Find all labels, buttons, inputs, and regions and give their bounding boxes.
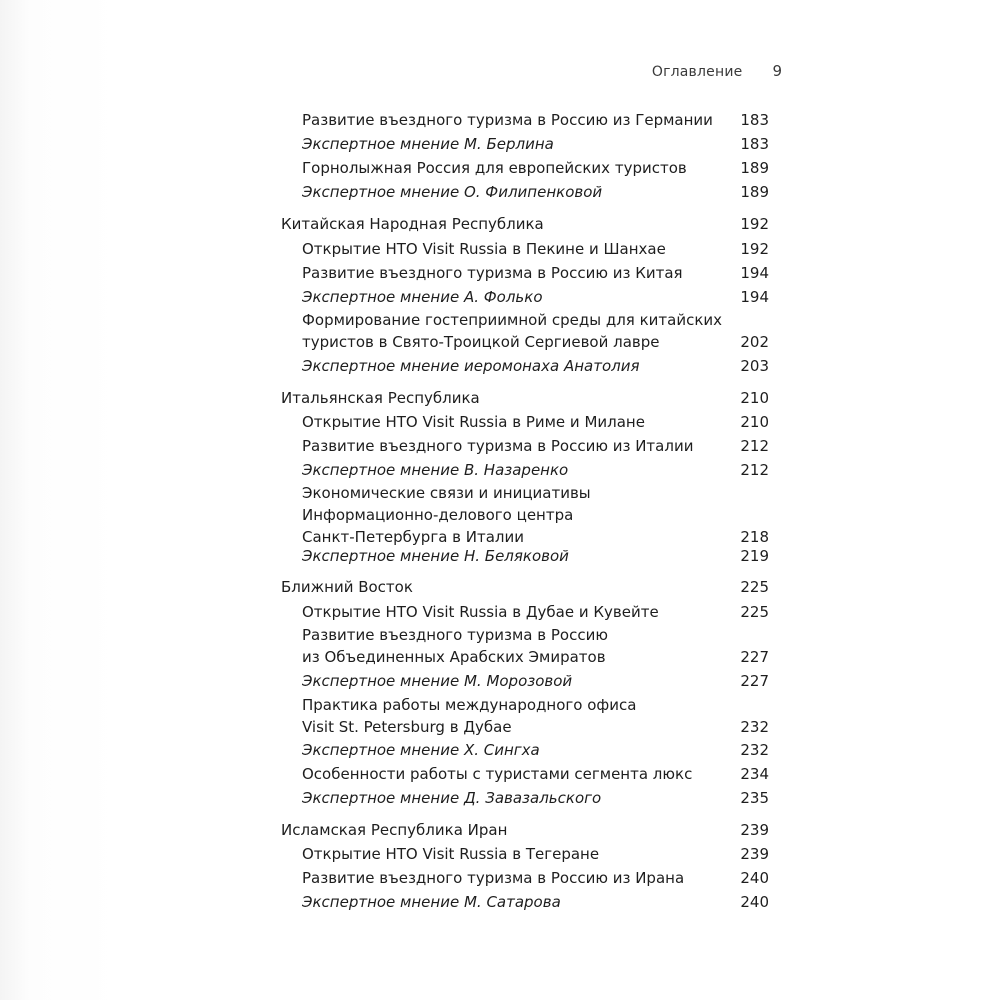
toc-entry-page: 189 xyxy=(740,183,769,201)
toc-entry xyxy=(302,309,769,353)
toc-entry-label: Экспертное мнение Н. Беляковой xyxy=(302,547,569,565)
toc-entry-label: Открытие НТО Visit Russia в Тегеране xyxy=(302,845,600,863)
toc-entry-page: 227 xyxy=(740,672,769,690)
toc-entry xyxy=(302,482,769,548)
toc-entry xyxy=(302,355,769,377)
toc-entry xyxy=(302,545,769,567)
running-head-title: Оглавление xyxy=(651,64,743,80)
toc-entry-page: 232 xyxy=(740,741,769,759)
toc-entry-label: Экспертное мнение Х. Сингха xyxy=(302,741,540,759)
toc-entry-page: 219 xyxy=(740,547,769,565)
toc-entry-label: Развитие въездного туризма в Россию из Италии xyxy=(302,437,694,455)
toc-entry xyxy=(302,670,769,692)
toc-entry-label: Открытие НТО Visit Russia в Дубае и Кувейте xyxy=(302,603,659,621)
toc-entry-label: Экспертное мнение иеромонаха Анатолия xyxy=(302,357,640,375)
toc-entry-page: 194 xyxy=(740,288,769,306)
toc-section-heading xyxy=(281,387,769,409)
toc-entry-page: 183 xyxy=(740,111,769,129)
toc-entry-page: 240 xyxy=(740,869,769,887)
toc-section-page: 225 xyxy=(740,578,769,596)
toc-entry-label: Открытие НТО Visit Russia в Пекине и Шанхае xyxy=(302,240,666,258)
toc-entry xyxy=(302,286,769,308)
toc-entry-page: 183 xyxy=(740,135,769,153)
toc-entry-page: 225 xyxy=(740,603,769,621)
toc-entry xyxy=(302,843,769,865)
toc-section-page: 192 xyxy=(740,215,769,233)
toc-entry-label: Экспертное мнение Д. Завазальского xyxy=(302,789,602,807)
toc-entry xyxy=(302,739,769,761)
toc-entry-label: Особенности работы с туристами сегмента люкс xyxy=(302,765,693,783)
toc-entry-page: 235 xyxy=(740,789,769,807)
toc-section-heading xyxy=(281,819,769,841)
toc-entry-label: Экспертное мнение М. Морозовой xyxy=(302,672,573,690)
toc-entry xyxy=(302,601,769,623)
toc-section-title: Ближний Восток xyxy=(281,578,413,596)
toc-entry xyxy=(302,411,769,433)
toc-entry xyxy=(302,891,769,913)
toc-section-heading xyxy=(281,576,769,598)
toc-entry xyxy=(302,109,769,131)
toc-entry-label: Развитие въездного туризма в Россию из Китая xyxy=(302,264,683,282)
toc-section-title: Итальянская Республика xyxy=(281,389,480,407)
toc-entry-page: 227 xyxy=(740,648,769,666)
toc-entry-page: 202 xyxy=(740,333,769,351)
toc-entry-label: Экспертное мнение О. Филипенковой xyxy=(302,183,603,201)
toc-entry-label: Экономические связи и инициативы Информационно-делового центра Санкт-Петербурга в Италии xyxy=(302,484,591,546)
toc-entry-page: 192 xyxy=(740,240,769,258)
page-number: 9 xyxy=(772,62,782,80)
toc-entry-page: 189 xyxy=(740,159,769,177)
toc-entry-page: 240 xyxy=(740,893,769,911)
toc-section-page: 210 xyxy=(740,389,769,407)
toc-entry-page: 232 xyxy=(740,718,769,736)
toc-entry-label: Горнолыжная Россия для европейских туристов xyxy=(302,159,687,177)
toc-entry-page: 203 xyxy=(740,357,769,375)
toc-section-title: Исламская Республика Иран xyxy=(281,821,508,839)
toc-entry-label: Экспертное мнение М. Сатарова xyxy=(302,893,561,911)
toc-entry-page: 212 xyxy=(740,437,769,455)
toc-entry xyxy=(302,624,769,668)
toc-entry-label: Экспертное мнение А. Фолько xyxy=(302,288,543,306)
toc-entry-label: Развитие въездного туризма в Россию из Германии xyxy=(302,111,713,129)
toc-entry xyxy=(302,435,769,457)
toc-entry-label: Развитие въездного туризма в Россию из Объединенных Арабских Эмиратов xyxy=(302,626,608,666)
toc-entry xyxy=(302,157,769,179)
toc-entry xyxy=(302,238,769,260)
toc-entry-label: Формирование гостеприимной среды для китайских туристов в Свято-Троицкой Сергиевой лавре xyxy=(302,311,723,351)
toc-entry-page: 194 xyxy=(740,264,769,282)
toc-section-page: 239 xyxy=(740,821,769,839)
toc-entry-page: 210 xyxy=(740,413,769,431)
toc-entry-label: Открытие НТО Visit Russia в Риме и Милане xyxy=(302,413,645,431)
running-head xyxy=(560,62,782,80)
toc-entry-label: Практика работы международного офиса Visit St. Petersburg в Дубае xyxy=(302,696,637,736)
toc-entry-label: Экспертное мнение М. Берлина xyxy=(302,135,554,153)
toc-entry xyxy=(302,787,769,809)
toc-entry-label: Развитие въездного туризма в Россию из Ирана xyxy=(302,869,685,887)
toc-entry-label: Экспертное мнение В. Назаренко xyxy=(302,461,569,479)
toc-entry xyxy=(302,262,769,284)
toc-entry xyxy=(302,867,769,889)
toc-entry xyxy=(302,763,769,785)
toc-entry xyxy=(302,459,769,481)
toc-entry-page: 234 xyxy=(740,765,769,783)
toc-section-title: Китайская Народная Республика xyxy=(281,215,544,233)
toc-entry xyxy=(302,133,769,155)
toc-entry xyxy=(302,181,769,203)
toc-entry-page: 212 xyxy=(740,461,769,479)
toc-entry xyxy=(302,694,769,738)
toc-section-heading xyxy=(281,213,769,235)
toc-entry-page: 239 xyxy=(740,845,769,863)
toc-entry-page: 218 xyxy=(740,528,769,546)
